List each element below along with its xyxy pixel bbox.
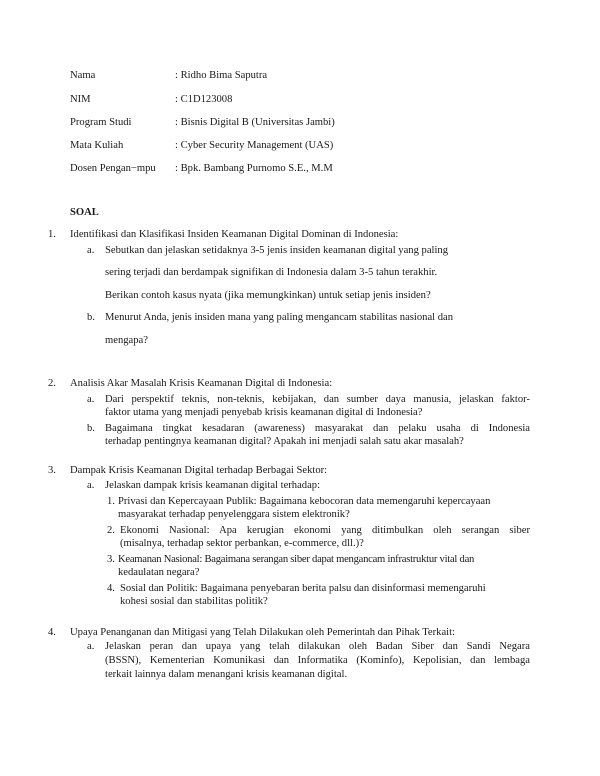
header-value-dosen: : Bpk. Bambang Purnomo S.E., M.M — [175, 163, 333, 174]
question-title: Analisis Akar Masalah Krisis Keamanan Digital di Indonesia: — [70, 378, 333, 389]
header-label-nim: NIM — [70, 94, 91, 105]
question-number: 3. — [48, 465, 56, 476]
question-number: 2. — [48, 378, 56, 389]
item-letter: a. — [87, 394, 95, 405]
sub-item-number: 1. — [107, 496, 115, 507]
header-value-nim: : C1D123008 — [175, 94, 233, 105]
item-line: Jelaskan peran dan upaya yang telah dilakukan oleh Badan Siber dan Sandi Negara — [105, 641, 530, 652]
sub-item-number: 4. — [107, 583, 115, 594]
item-line: mengapa? — [105, 335, 148, 346]
sub-item-line: masyarakat terhadap penyelenggara sistem elektronik? — [118, 509, 350, 520]
item-line: (BSSN), Kementerian Komunikasi dan Informatika (Kominfo), Kepolisian, dan lembaga — [105, 655, 530, 666]
soal-heading: SOAL — [70, 207, 99, 218]
item-line: sering terjadi dan berdampak signifikan di Indonesia dalam 3-5 tahun terakhir. — [105, 267, 438, 278]
sub-item-line: kohesi sosial dan stabilitas politik? — [120, 596, 268, 607]
item-line: terhadap pentingnya keamanan digital? Apakah ini menjadi salah satu akar masalah? — [105, 436, 464, 447]
item-line: Dari perspektif teknis, non-teknis, kebijakan, dan sumber daya manusia, jelaskan faktor- — [105, 394, 530, 405]
header-value-program-studi: : Bisnis Digital B (Universitas Jambi) — [175, 117, 335, 128]
sub-item-line: kedaulatan negara? — [118, 567, 200, 578]
sub-item-line: (misalnya, terhadap sektor perbankan, e-commerce, dll.)? — [120, 538, 364, 549]
header-label-program-studi: Program Studi — [70, 117, 132, 128]
item-letter: a. — [87, 245, 95, 256]
header-label-mata-kuliah: Mata Kuliah — [70, 140, 124, 151]
sub-item-number: 2. — [107, 525, 115, 536]
question-number: 1. — [48, 229, 56, 240]
sub-item-line: Privasi dan Kepercayaan Publik: Bagaimana kebocoran data memengaruhi kepercayaan — [118, 496, 491, 507]
item-line: Menurut Anda, jenis insiden mana yang paling mengancam stabilitas nasional dan — [105, 312, 454, 323]
header-value-mata-kuliah: : Cyber Security Management (UAS) — [175, 140, 334, 151]
item-letter: a. — [87, 641, 95, 652]
item-line: Sebutkan dan jelaskan setidaknya 3-5 jenis insiden keamanan digital yang paling — [105, 245, 449, 256]
item-line: Jelaskan dampak krisis keamanan digital terhadap: — [105, 480, 321, 491]
question-number: 4. — [48, 627, 56, 638]
item-line: Bagaimana tingkat kesadaran (awareness) masyarakat dan pelaku usaha di Indonesia — [105, 423, 530, 434]
item-line: Berikan contoh kasus nyata (jika memungkinkan) untuk setiap jenis insiden? — [105, 290, 431, 301]
header-value-nama: : Ridho Bima Saputra — [175, 70, 268, 81]
sub-item-number: 3. — [107, 554, 115, 565]
item-line: faktor utama yang menjadi penyebab krisis keamanan digital di Indonesia? — [105, 407, 423, 418]
item-line: terkait lainnya dalam menangani krisis keamanan digital. — [105, 669, 348, 680]
item-letter: b. — [87, 423, 95, 434]
header-label-dosen: Dosen Pengan−mpu — [70, 163, 156, 174]
question-title: Identifikasi dan Klasifikasi Insiden Keamanan Digital Dominan di Indonesia: — [70, 229, 399, 240]
item-letter: b. — [87, 312, 95, 323]
sub-item-line: Sosial dan Politik: Bagaimana penyebaran berita palsu dan disinformasi memengaruhi — [120, 583, 486, 594]
header-label-nama: Nama — [70, 70, 96, 81]
sub-item-line: Ekonomi Nasional: Apa kerugian ekonomi yang ditimbulkan oleh serangan siber — [120, 525, 530, 536]
item-letter: a. — [87, 480, 95, 491]
question-title: Upaya Penanganan dan Mitigasi yang Telah Dilakukan oleh Pemerintah dan Pihak Terkait: — [70, 627, 455, 638]
sub-item-line: Keamanan Nasional: Bagaimana serangan siber dapat mengancam infrastruktur vital dan — [118, 554, 475, 565]
question-title: Dampak Krisis Keamanan Digital terhadap Berbagai Sektor: — [70, 465, 328, 476]
